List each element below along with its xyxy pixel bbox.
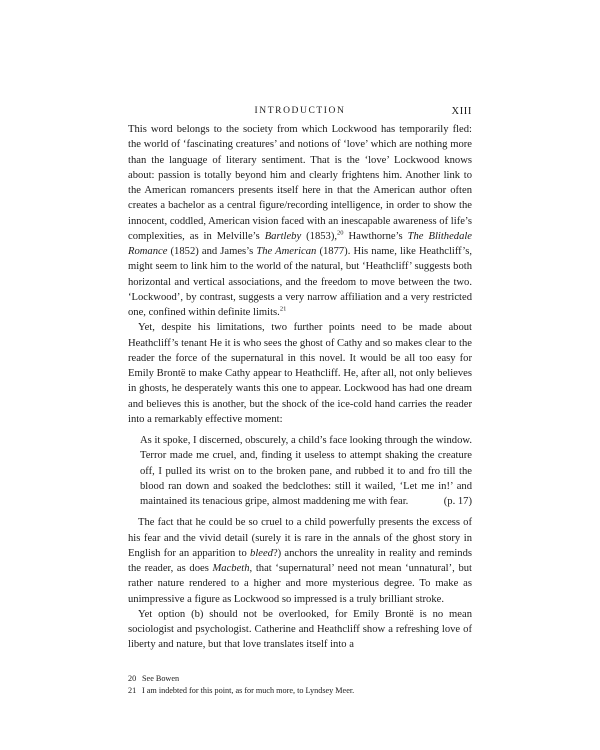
paragraph-1-text: This word belongs to the society from which Lockwood has temporarily fled: the world of ‘fascinating creatures’ and notions of ‘love’ which are nothing more than the language of literary sentiment. That is the ‘love’ Lockwood knows about: passion is totally beyond him and clearly frightens him. Another link to the American romancers presents itself here in that the American author often creates a bachelor as a central figure/recording intelligence, in order to show the innocent, coddled, American vision faced with an inescapable awareness of life’s complexities, as in Melville’s (128, 124, 472, 242)
footnote-number: 20 (128, 674, 137, 683)
quote-text: As it spoke, I discerned, obscurely, a child’s face looking through the window. Terror made me cruel, and, finding it useless to attempt shaking the creature off, I pulled its wrist on to the broken pane, and rubbed it to and fro till the blood ran down and soaked the bedclothes: still it wailed, ‘Let me in!’ and maintained its tenacious gripe, almost maddening me with fear. (140, 435, 472, 507)
running-head (128, 106, 472, 122)
footnote-ref-20[interactable]: 20 (337, 229, 344, 237)
paragraph-3-text: The fact that he could be so cruel to a child powerfully presents the excess of his fear and the vivid detail (surely it is rare in the annals of the ghost story in English for an apparition to (128, 517, 472, 559)
paragraph-3-text: , that ‘supernatural’ need not mean ‘unnatural’, but rather nature rendered to a higher and more mysterious degree. To make as unimpressive a figure as Lockwood so impressed is a truly brilliant stroke. (128, 563, 472, 605)
footnote-number: 21 (128, 686, 137, 695)
emphasis-bleed: bleed (250, 547, 273, 559)
footnotes (128, 673, 472, 697)
paragraph-1 (128, 122, 472, 320)
running-head-title: INTRODUCTION (254, 106, 346, 116)
block-quote (140, 433, 472, 509)
page-body (128, 106, 472, 653)
footnote-text: I am indebted for this point, as for much more, to Lyndsey Meer. (142, 686, 355, 695)
footnote-text: See Bowen (142, 674, 180, 683)
quote-citation: (p. 17) (443, 496, 472, 507)
paragraph-1-text: Hawthorne’s (343, 230, 408, 242)
footnote-ref-21[interactable]: 21 (279, 305, 287, 313)
paragraph-1-text: (1853), (301, 230, 338, 242)
paragraph-1-text: (1877). His name, like Heathcliff’s, might seem to link him to the world of the natural, but ‘Heathcliff’ suggests both horizontal and vertical associations, and the freedom to move between the two. ‘Lockwood’, by contrast, suggests a very narrow affiliation and a very restricted one, confined within definite limits. (128, 246, 472, 318)
paragraph-3 (128, 515, 472, 607)
title-the-american: The American (256, 246, 317, 257)
title-bartleby: Bartleby (264, 230, 302, 242)
title-macbeth: Macbeth (212, 563, 250, 574)
paragraph-1-text: (1852) and James’s (167, 246, 257, 257)
paragraph-4: Yet option (b) should not be overlooked, for Emily Brontë is no mean sociologist and psychologist. Catherine and Heathcliff show a refreshing love of liberty and nature, but that love translates itself into a (128, 608, 472, 651)
main-text (128, 122, 472, 653)
paragraph-2: Yet, despite his limitations, two further points need to be made about Heathcliff’s tenant He it is who sees the ghost of Cathy and so makes clear to the reader the force of the supernatural in this novel. It would be all too easy for Emily Brontë to make Cathy appear to Heathcliff. He, after all, not only believes in ghosts, he desperately wants this one to appear. Lockwood has had one dream and believes this is another, but the shock of the ice-cold hand carries the reader into a remarkably effective moment: (128, 322, 472, 425)
paragraph-3-text: ?) anchors the unreality in reality and reminds the reader, as does (128, 547, 472, 574)
page-number: XIII (451, 106, 472, 117)
title-blithedale-romance: The Blithedale Romance (128, 230, 473, 257)
footnote-21 (128, 685, 472, 697)
footnote-20 (128, 673, 472, 685)
